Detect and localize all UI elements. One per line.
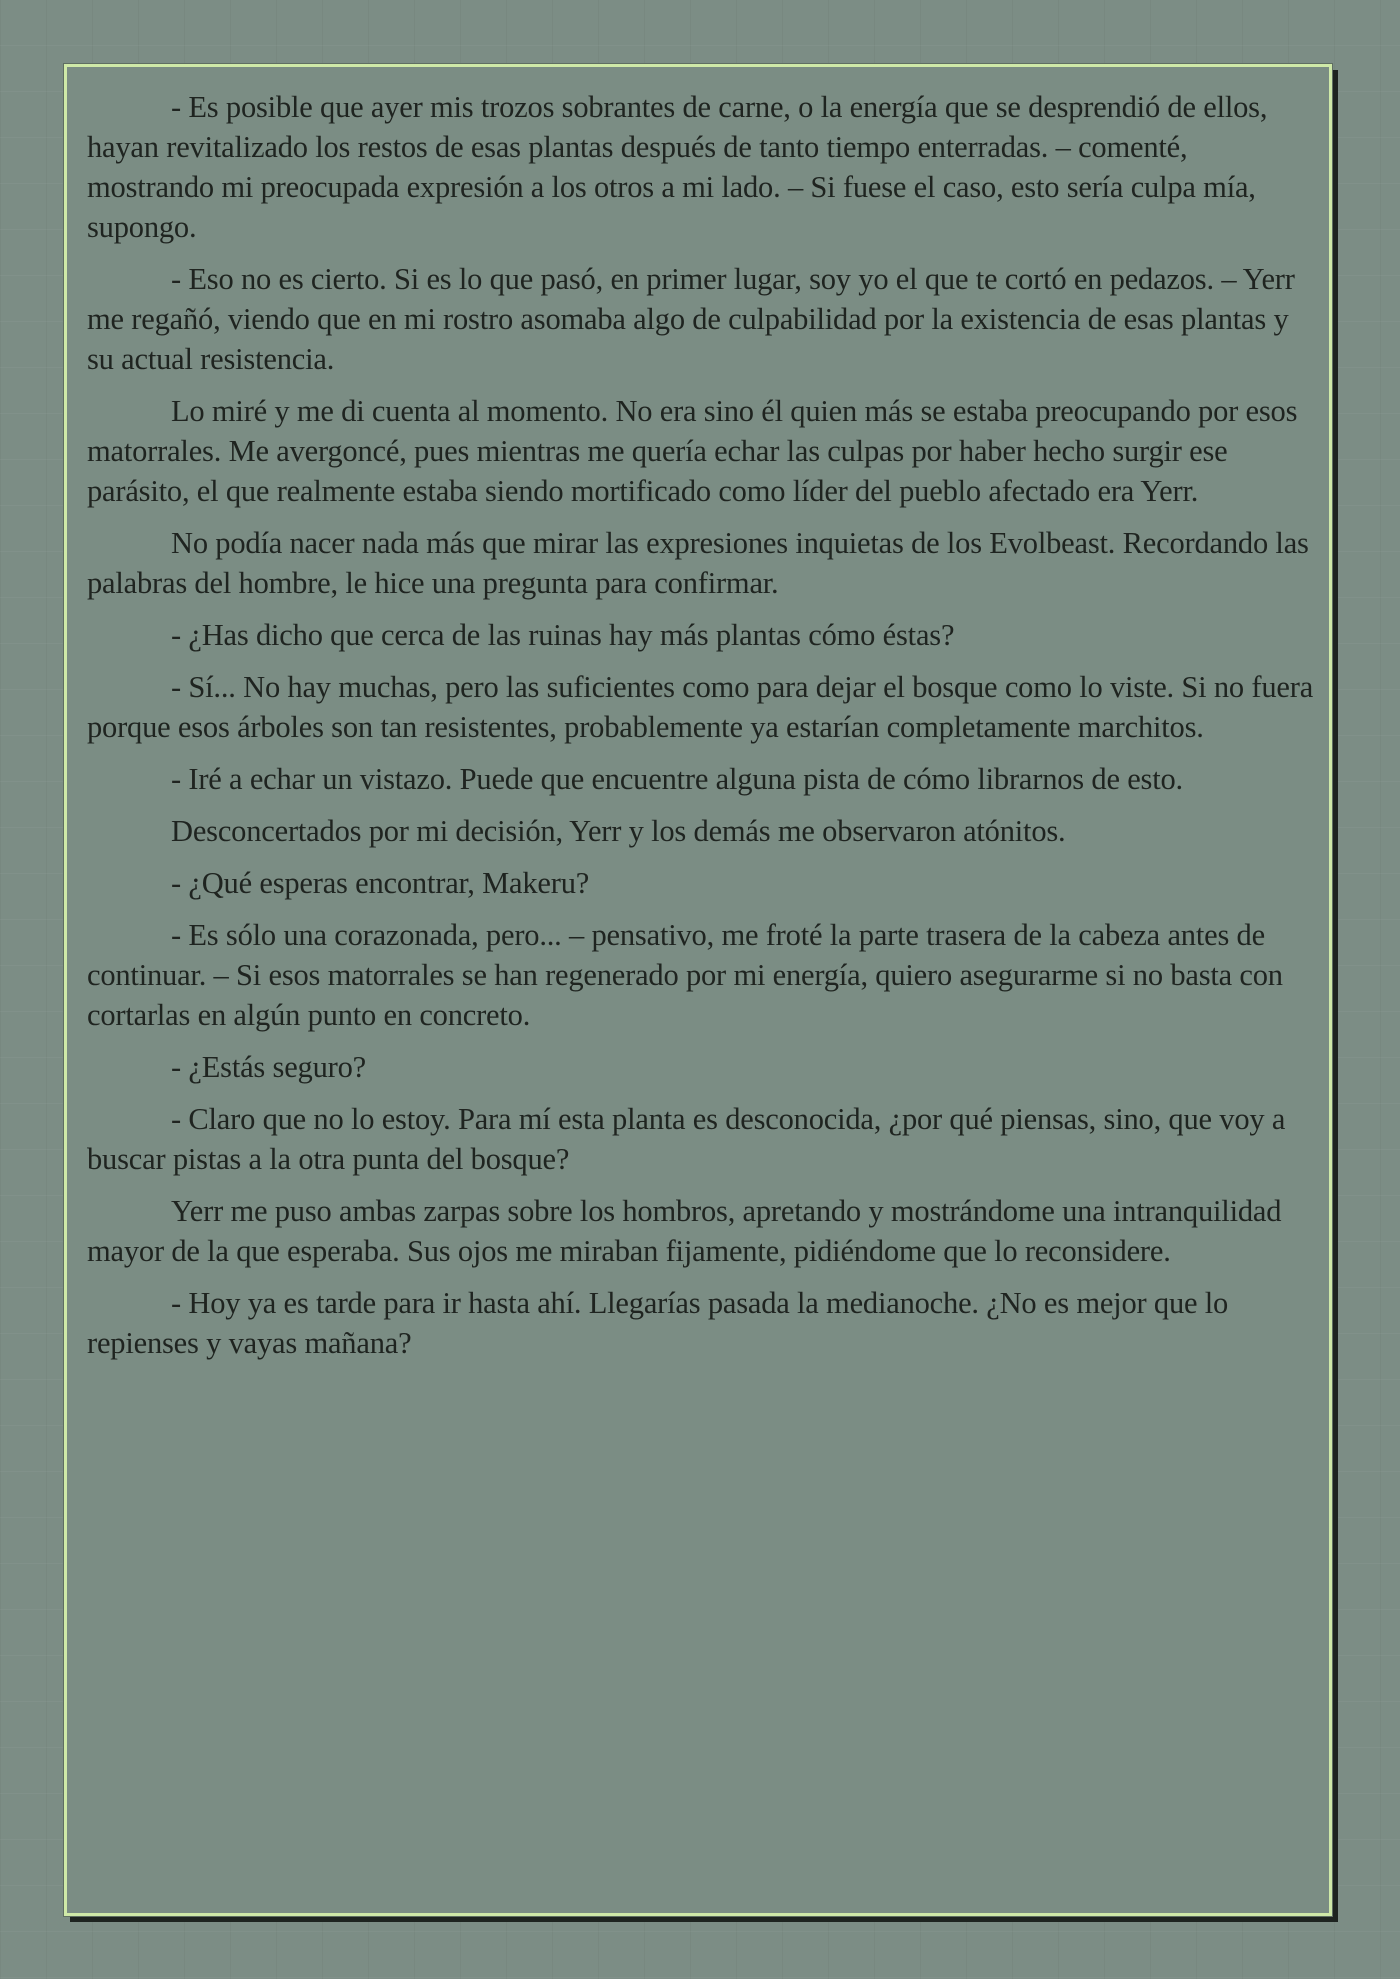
paragraph: Lo miré y me di cuenta al momento. No era sino él quien más se estaba preocupando por esos matorrales. Me avergoncé, pues mientras me quería echar las culpas por haber hecho surgir ese parásito, el que realmente estaba siendo mortificado como líder del pueblo afectado era Yerr.	[87, 394, 1298, 508]
paragraph: - Iré a echar un vistazo. Puede que encuentre alguna pista de cómo librarnos de esto.	[171, 762, 1183, 796]
paragraph: - ¿Qué esperas encontrar, Makeru?	[171, 866, 590, 900]
paragraph: - Hoy ya es tarde para ir hasta ahí. Llegarías pasada la medianoche. ¿No es mejor que lo repienses y vayas mañana?	[87, 1286, 1229, 1360]
paragraph: - ¿Estás seguro?	[171, 1050, 366, 1084]
paragraph: Yerr me puso ambas zarpas sobre los hombros, apretando y mostrándome una intranquilidad mayor de la que esperaba. Sus ojos me miraban fijamente, pidiéndome que lo reconsidere.	[87, 1194, 1282, 1268]
paragraph: - Claro que no lo estoy. Para mí esta planta es desconocida, ¿por qué piensas, sino, que voy a buscar pistas a la otra punta del bosque?	[87, 1102, 1286, 1176]
paragraph: - Es posible que ayer mis trozos sobrantes de carne, o la energía que se desprendió de ellos, hayan revitalizado los restos de esas plantas después de tanto tiempo enterradas. – comenté, mostrando mi preocupada expresión a los otros a mi lado. – Si fuese el caso, esto sería culpa mía, supongo.	[87, 90, 1268, 244]
page-frame	[64, 64, 1332, 1916]
paragraph: - Sí... No hay muchas, pero las suficientes como para dejar el bosque como lo viste. Si no fuera porque esos árboles son tan resistentes, probablemente ya estarían completamente marchitos.	[87, 670, 1314, 744]
paragraph: - Es sólo una corazonada, pero... – pensativo, me froté la parte trasera de la cabeza antes de continuar. – Si esos matorrales se han regenerado por mi energía, quiero asegurarme si no basta con cortarlas en algún punto en concreto.	[87, 918, 1283, 1032]
paragraph: - ¿Has dicho que cerca de las ruinas hay más plantas cómo éstas?	[171, 618, 955, 652]
paragraph: Desconcertados por mi decisión, Yerr y los demás me observaron atónitos.	[171, 814, 1066, 848]
paragraph: No podía nacer nada más que mirar las expresiones inquietas de los Evolbeast. Recordando las palabras del hombre, le hice una pregunta para confirmar.	[87, 526, 1309, 600]
paragraph: - Eso no es cierto. Si es lo que pasó, en primer lugar, soy yo el que te cortó en pedazos. – Yerr me regañó, viendo que en mi rostro asomaba algo de culpabilidad por la existencia de esas plantas y su actual resistencia.	[87, 262, 1295, 376]
page-text	[87, 87, 1319, 1375]
